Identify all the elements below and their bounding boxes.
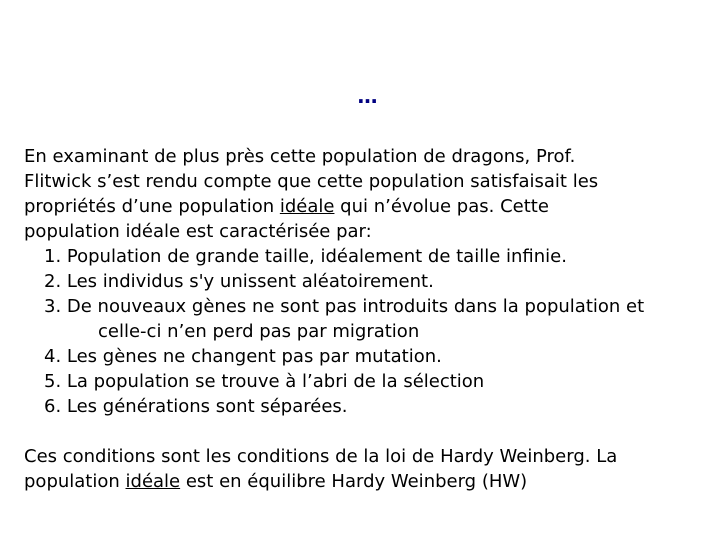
slide-title: … [357,84,379,108]
slide-body [24,144,704,494]
ideale-underlined-word: idéale [279,196,335,217]
conclusion-line-2-start: population [24,471,126,492]
condition-item: 1. Population de grande taille, idéalement de taille infinie. [44,246,567,267]
conclusion-line-1: Ces conditions sont les conditions de la loi de Hardy Weinberg. La [24,446,618,467]
conclusion-line-2 [24,469,704,494]
condition-item: 2. Les individus s'y unissent aléatoirement. [44,271,434,292]
intro-line-1: En examinant de plus près cette population de dragons, Prof. [24,146,576,167]
ideale-underlined-word: idéale [125,471,181,492]
intro-line-3-end: qui n’évolue pas. Cette [334,196,549,217]
condition-item-continuation: celle-ci n’en perd pas par migration [98,321,420,342]
condition-item: 3. De nouveaux gènes ne sont pas introduits dans la population et [44,296,645,317]
condition-item: 6. Les générations sont séparées. [44,396,348,417]
paragraph-spacer [24,419,704,444]
conclusion-line-2-end: est en équilibre Hardy Weinberg (HW) [180,471,528,492]
intro-line-2: Flitwick s’est rendu compte que cette population satisfaisait les [24,171,599,192]
intro-line-3 [24,194,704,219]
condition-item: 5. La population se trouve à l’abri de la sélection [44,371,485,392]
intro-line-4: population idéale est caractérisée par: [24,221,372,242]
intro-line-3-start: propriétés d’une population [24,196,280,217]
condition-item: 4. Les gènes ne changent pas par mutation. [44,346,442,367]
